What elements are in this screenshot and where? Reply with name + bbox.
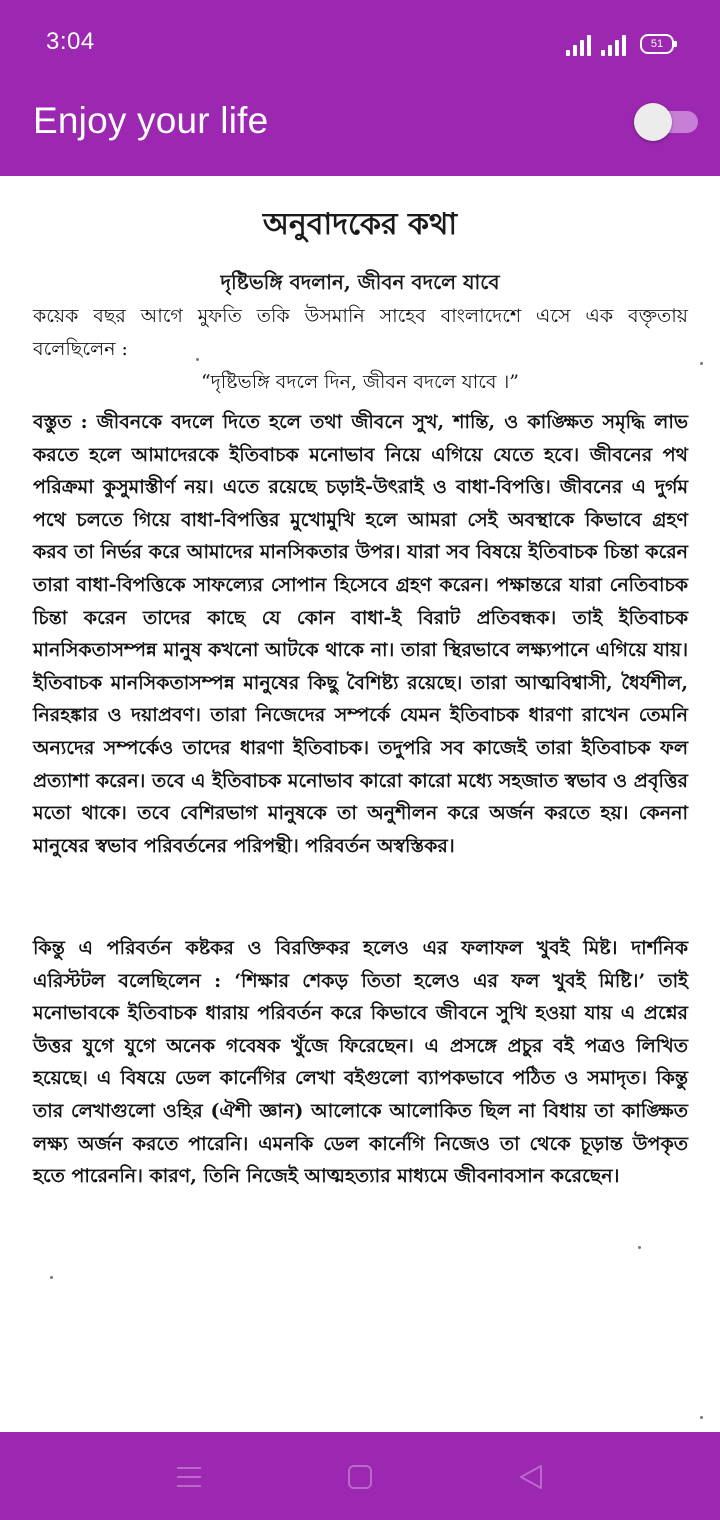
night-mode-toggle[interactable]: [634, 103, 698, 139]
page-title: অনুবাদকের কথা: [262, 207, 458, 242]
toggle-thumb: [634, 103, 672, 141]
paragraph-2: কিন্তু এ পরিবর্তন কষ্টকর ও বিরক্তিকর হলেও এর ফলাফল খুবই মিষ্ট। দার্শনিক এরিস্টটল বলেছিলেন : ‘শিক্ষার শেকড় তিতা হলেও এর ফল খুবই মিষ্টি।’ তাই মনোভাবকে ইতিবাচক ধারায় পরিবর্তন করে কিভাবে জীবনে সুখি হওয়া যায় এ প্রশ্নের উত্তর যুগে যুগে অনেক গবেষক খুঁজে ফিরেছেন। এ প্রসঙ্গে প্রচুর বই পত্রও লিখিত হয়েছে। এ বিষয়ে ডেল কার্নেগির লেখা বইগুলো ব্যাপকভাবে পঠিত ও সমাদৃত। কিন্তু তার লেখাগুলো ওহির (ঐশী জ্ঞান) আলোকে আলোকিত ছিল না বিধায় তা কাঙ্ক্ষিত লক্ষ্য অর্জন করতে পারেনি। এমনকি ডেল কার্নেগি নিজেও তা থেকে চূড়ান্ত উপকৃত হতে পারেননি। কারণ, তিনি নিজেই আত্মহত্যার মাধ্যমে জীবনাবসান করেছেন।: [33, 937, 688, 1188]
app-title: Enjoy your life: [33, 100, 269, 141]
nav-back-button[interactable]: [514, 1460, 548, 1494]
scan-speck: [700, 1416, 703, 1419]
signal-icon: [566, 34, 591, 56]
app-bar: [0, 88, 720, 176]
status-icons: [566, 30, 674, 56]
nav-home-button[interactable]: [343, 1460, 377, 1494]
nav-menu-button[interactable]: [172, 1460, 206, 1494]
page-content[interactable]: [0, 176, 720, 1432]
menu-icon: [175, 1464, 203, 1490]
status-bar: [0, 0, 720, 88]
navigation-bar: [0, 1432, 720, 1520]
scan-speck: [196, 358, 199, 361]
scan-speck: [700, 362, 703, 365]
page-subtitle: দৃষ্টিভঙ্গি বদলান, জীবন বদলে যাবে: [220, 270, 500, 294]
scan-speck: [50, 1276, 53, 1279]
home-icon: [347, 1464, 373, 1490]
status-time: 3:04: [46, 28, 95, 55]
back-icon: [518, 1463, 544, 1491]
battery-icon: 51: [640, 34, 674, 54]
paragraph-1: বস্তুত : জীবনকে বদলে দিতে হলে তথা জীবনে সুখ, শান্তি, ও কাঙ্ক্ষিত সমৃদ্ধি লাভ করতে হলে আমাদেরকে ইতিবাচক মনোভাব নিয়ে এগিয়ে যেতে হবে। জীবনের পথ পরিক্রমা কুসুমাস্তীর্ণ নয়। এতে রয়েছে চড়াই-উৎরাই ও বাধা-বিপত্তি। জীবনের এ দুর্গম পথে চলতে গিয়ে বাধা-বিপত্তির মুখোমুখি হলে আমরা সেই অবস্থাকে কিভাবে গ্রহণ করব তা নির্ভর করে আমাদের মানসিকতার উপর। যারা সব বিষয়ে ইতিবাচক চিন্তা করেন তারা বাধা-বিপত্তিকে সাফল্যের সোপান হিসেবে গ্রহণ করেন। পক্ষান্তরে যারা নেতিবাচক চিন্তা করেন তাদের কাছে যে কোন বাধা-ই বিরাট প্রতিবন্ধক। তাই ইতিবাচক মানসিকতাসম্পন্ন মানুষ কখনো আটকে থাকে না। তারা স্থিরভাবে লক্ষ্যপানে এগিয়ে যায়। ইতিবাচক মানসিকতাসম্পন্ন মানুষের কিছু বৈশিষ্ট্য রয়েছে। তারা আত্মবিশ্বাসী, ধৈর্যশীল, নিরহঙ্কার ও দয়াপ্রবণ। তারা নিজেদের সম্পর্কে যেমন ইতিবাচক ধারণা রাখেন তেমনি অন্যদের সম্পর্কেও তাদের ধারণা ইতিবাচক। তদুপরি সব কাজেই তারা ইতিবাচক ফল প্রত্যাশা করেন। তবে এ ইতিবাচক মনোভাব কারো কারো মধ্যে সহজাত স্বভাব ও প্রবৃত্তির মতো থাকে। তবে বেশিরভাগ মানুষকে তা অনুশীলন করে অর্জন করতে হয়। কেননা মানুষের স্বভাব পরিবর্তনের পরিপন্থী। পরিবর্তন অস্বস্তিকর।: [33, 411, 688, 857]
scan-speck: [638, 1246, 641, 1249]
signal-icon-2: [601, 34, 626, 56]
quote-line: “দৃষ্টিভঙ্গি বদলে দিন, জীবন বদলে যাবে ।”: [201, 371, 519, 393]
intro-paragraph: কয়েক বছর আগে মুফতি তকি উসমানি সাহেব বাংলাদেশে এসে এক বক্তৃতায় বলেছিলেন :: [33, 305, 688, 360]
